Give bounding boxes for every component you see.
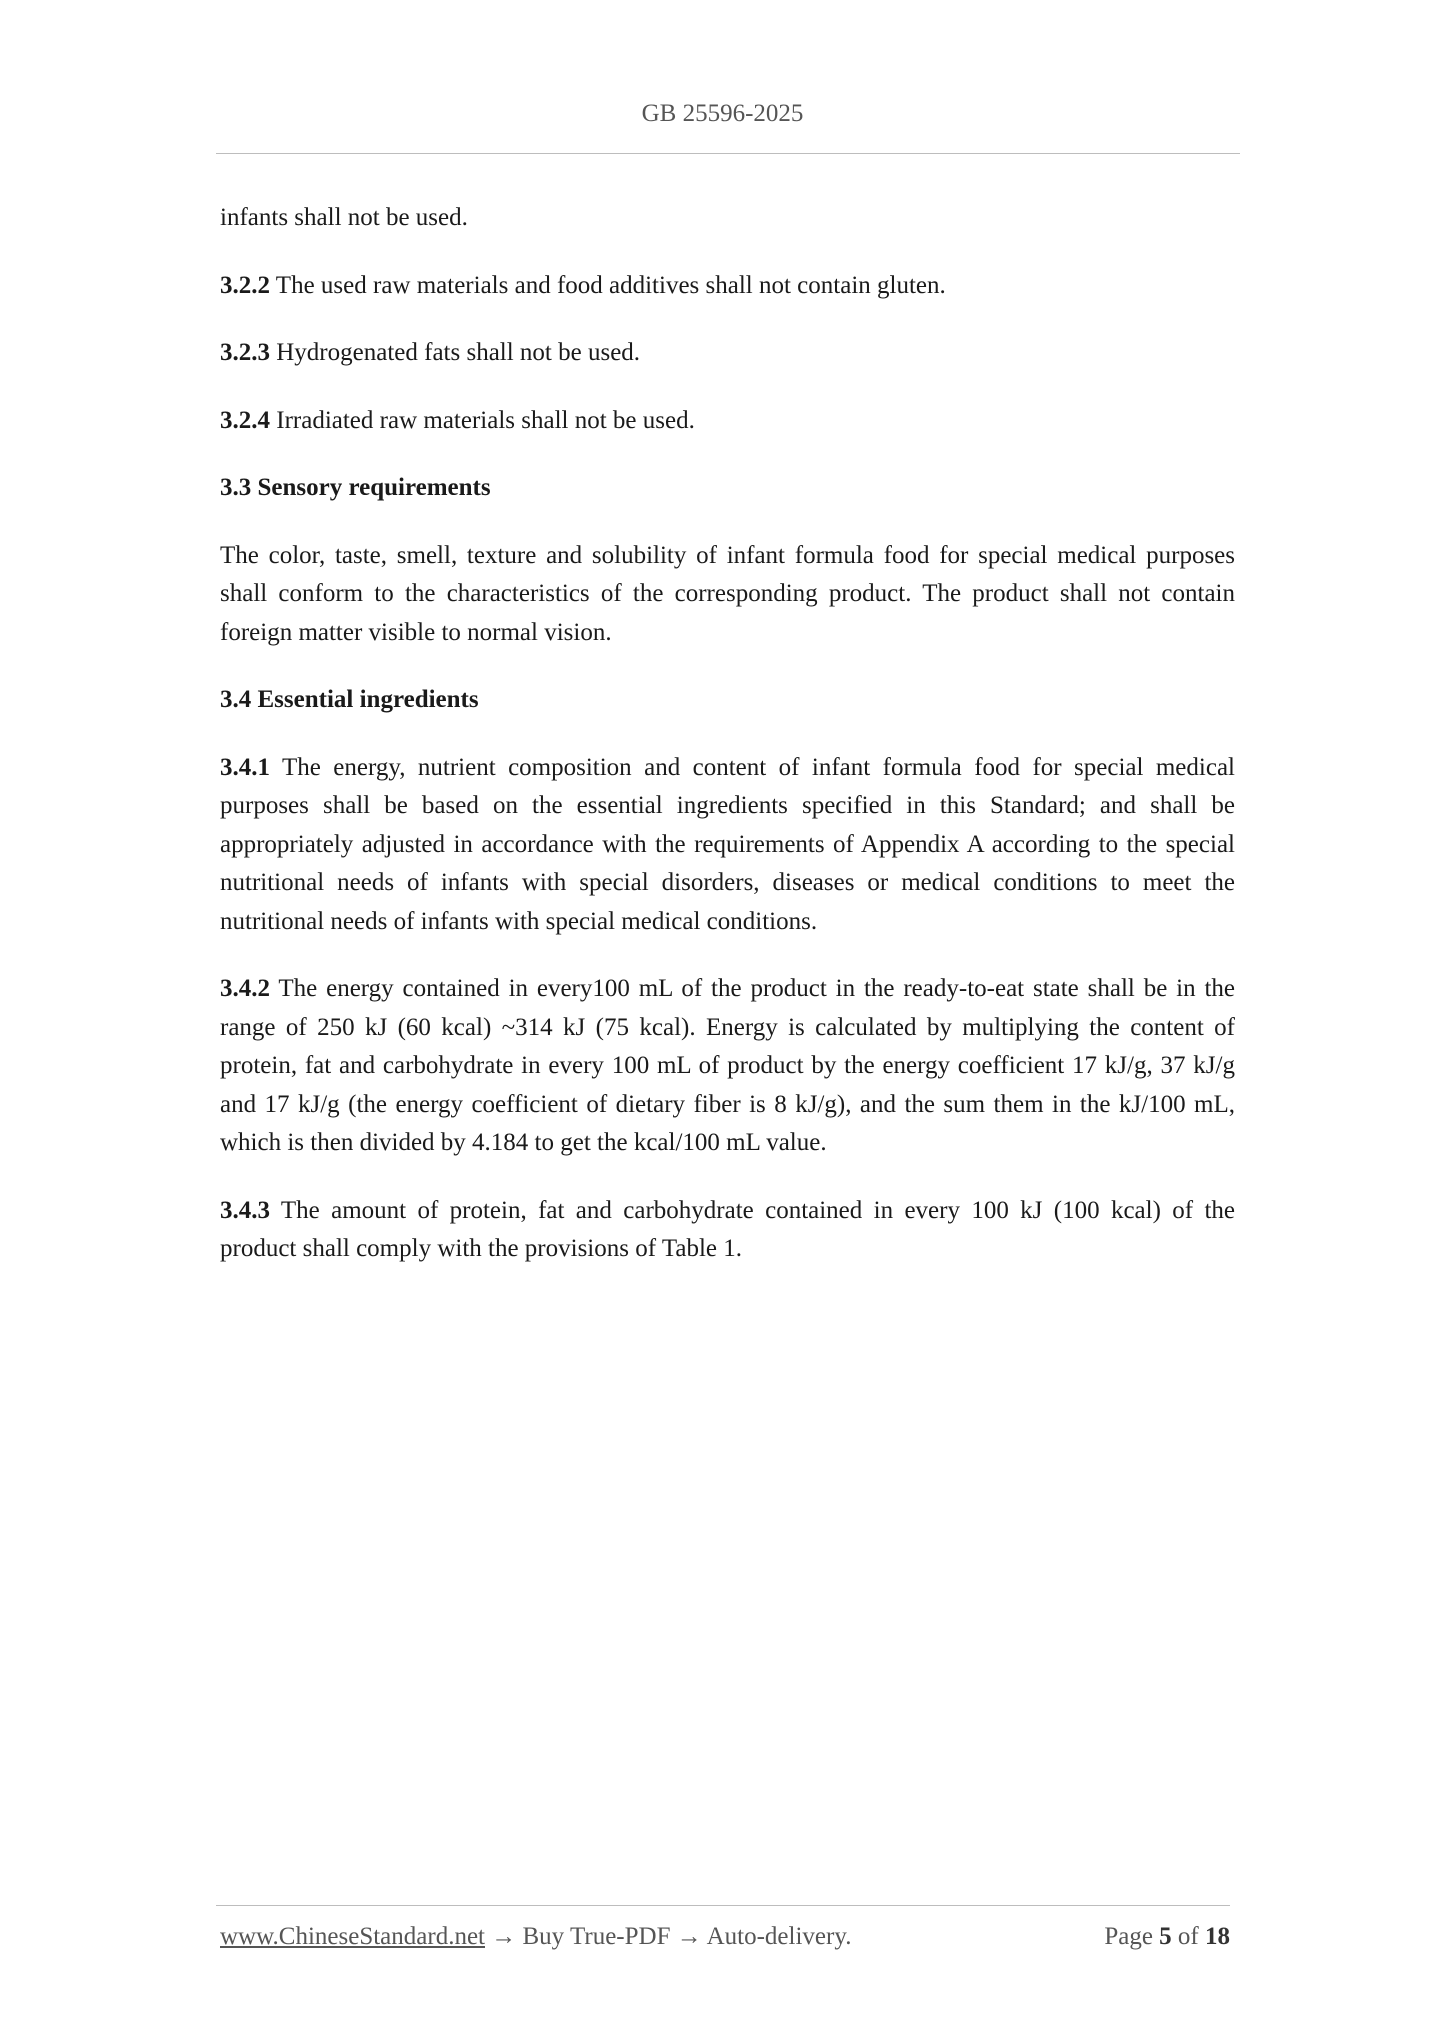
clause-number: 3.4.1: [220, 753, 270, 781]
clause-number: 3.4.3: [220, 1196, 270, 1224]
document-code-header: GB 25596-2025: [641, 100, 804, 127]
clause-3-2-2: [220, 267, 1235, 306]
current-page-number: 5: [1159, 1923, 1172, 1950]
paragraph-text: infants shall not be used.: [220, 204, 468, 231]
section-heading-3-4: 3.4 Essential ingredients: [220, 686, 479, 713]
auto-delivery-text: Auto-delivery.: [706, 1923, 852, 1950]
page-label: Page: [1104, 1923, 1160, 1950]
clause-3-2-3: [220, 334, 1235, 373]
page-indicator: [1104, 1923, 1230, 1951]
paragraph-continuation: [220, 199, 1235, 238]
clause-text: The amount of protein, fat and carbohydrate contained in every 100 kJ (100 kcal) of the product shall comply with the provisions of Table 1.: [220, 1196, 1235, 1262]
clause-3-4-2: [220, 970, 1235, 1163]
arrow-right-icon: →: [485, 1923, 523, 1950]
page-of-label: of: [1171, 1923, 1205, 1950]
total-page-number: 18: [1205, 1923, 1230, 1950]
clause-number: 3.2.2: [220, 271, 270, 299]
clause-number: 3.2.3: [220, 339, 270, 366]
buy-true-pdf-text: Buy True-PDF: [522, 1923, 671, 1950]
clause-number: 3.4.2: [220, 975, 270, 1002]
clause-text: The color, taste, smell, texture and solubility of infant formula food for special medical purposes shall conform to the characteristics of the corresponding product. The product shall not contain foreign matter visible to normal vision.: [220, 541, 1235, 646]
clause-text: Irradiated raw materials shall not be used.: [270, 406, 695, 434]
clause-3-2-4: [220, 402, 1235, 441]
header-divider: [216, 153, 1240, 154]
arrow-right-icon: →: [670, 1923, 707, 1950]
clause-number: 3.2.4: [220, 406, 270, 434]
footer-divider: [216, 1905, 1230, 1906]
section-heading-3-3: 3.3 Sensory requirements: [220, 474, 491, 501]
site-link[interactable]: www.ChineseStandard.net: [220, 1923, 485, 1950]
clause-3-3-text: [220, 537, 1235, 653]
footer-promo: [220, 1923, 851, 1951]
clause-3-4-3: [220, 1192, 1235, 1269]
clause-text: Hydrogenated fats shall not be used.: [270, 339, 641, 366]
clause-text: The energy contained in every100 mL of the product in the ready-to-eat state shall be in the range of 250 kJ (60 kcal) ~314 kJ (75 kcal). Energy is calculated by multiplying the content of protein, fat and carbohydrate in every 100 mL of product by the energy coefficient 17 kJ/g, 37 kJ/g and 17 kJ/g (the energy coefficient of dietary fiber is 8 kJ/g), and the sum them in the kJ/100 mL, which is then divided by 4.184 to get the kcal/100 mL value.: [220, 975, 1235, 1156]
clause-text: The energy, nutrient composition and content of infant formula food for special medical purposes shall be based on the essential ingredients specified in this Standard; and shall be appropriately adjusted in accordance with the requirements of Appendix A according to the special nutritional needs of infants with special disorders, diseases or medical conditions to meet the nutritional needs of infants with special medical conditions.: [220, 753, 1235, 935]
document-body: [220, 199, 1235, 1298]
clause-3-4-1: [220, 749, 1235, 942]
clause-text: The used raw materials and food additives shall not contain gluten.: [270, 271, 946, 299]
